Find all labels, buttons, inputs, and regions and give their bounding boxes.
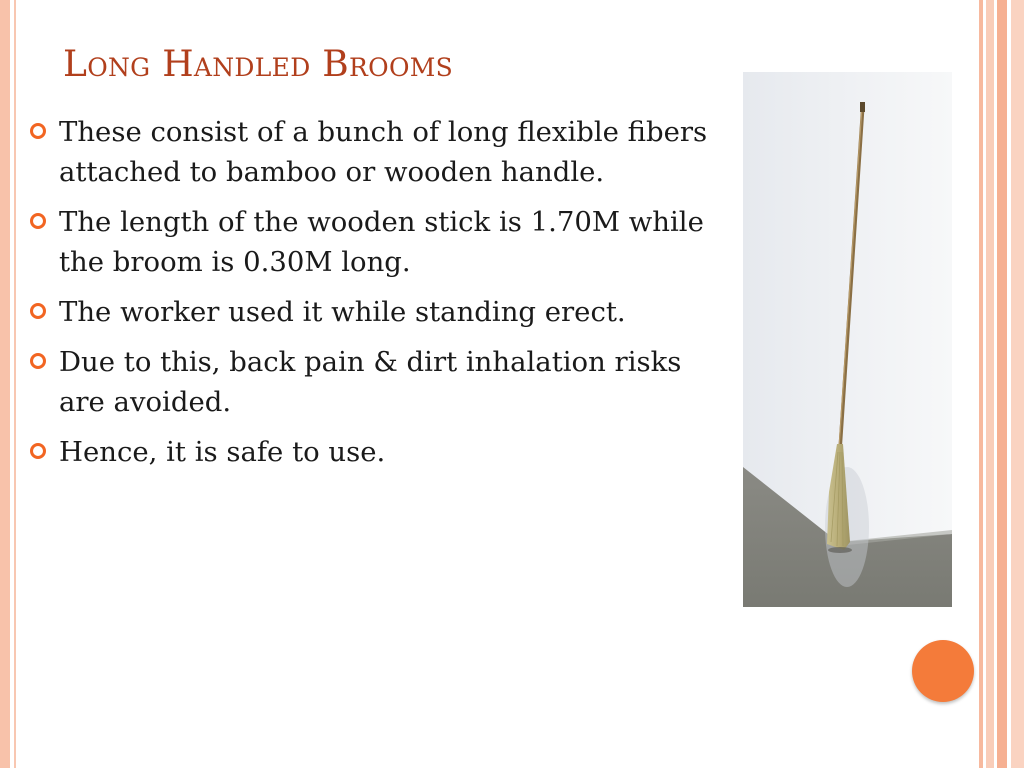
bullet-item: [30, 432, 720, 472]
slide-title: Long Handled Brooms: [63, 44, 454, 85]
bullet-text: Due to this, back pain & dirt inhalation risks are avoided.: [59, 346, 682, 418]
bullet-circle-icon: [30, 123, 46, 139]
bullet-text: The length of the wooden stick is 1.70M while the broom is 0.30M long.: [59, 206, 704, 278]
right-border-stripe-4: [1011, 0, 1024, 768]
next-slide-button[interactable]: [912, 640, 974, 702]
bullet-item: [30, 202, 720, 282]
left-border-stripe: [0, 0, 10, 768]
right-border-stripe-2: [986, 0, 994, 768]
bullet-circle-icon: [30, 213, 46, 229]
right-border-stripe-1: [979, 0, 983, 768]
bullet-circle-icon: [30, 353, 46, 369]
bullet-text: These consist of a bunch of long flexible fibers attached to bamboo or wooden handle.: [59, 116, 708, 188]
bullet-circle-icon: [30, 443, 46, 459]
bullet-item: [30, 112, 720, 192]
broom-tip-shadow: [828, 547, 852, 553]
broom-photo: [743, 72, 952, 607]
left-border-line: [14, 0, 16, 768]
bullet-item: [30, 292, 720, 332]
bullet-text: The worker used it while standing erect.: [59, 296, 626, 328]
broom-stick-tip: [860, 102, 865, 112]
bullet-list: [30, 112, 720, 482]
bullet-circle-icon: [30, 303, 46, 319]
right-border-stripe-3: [997, 0, 1007, 768]
bullet-item: [30, 342, 720, 422]
bullet-text: Hence, it is safe to use.: [59, 436, 386, 468]
